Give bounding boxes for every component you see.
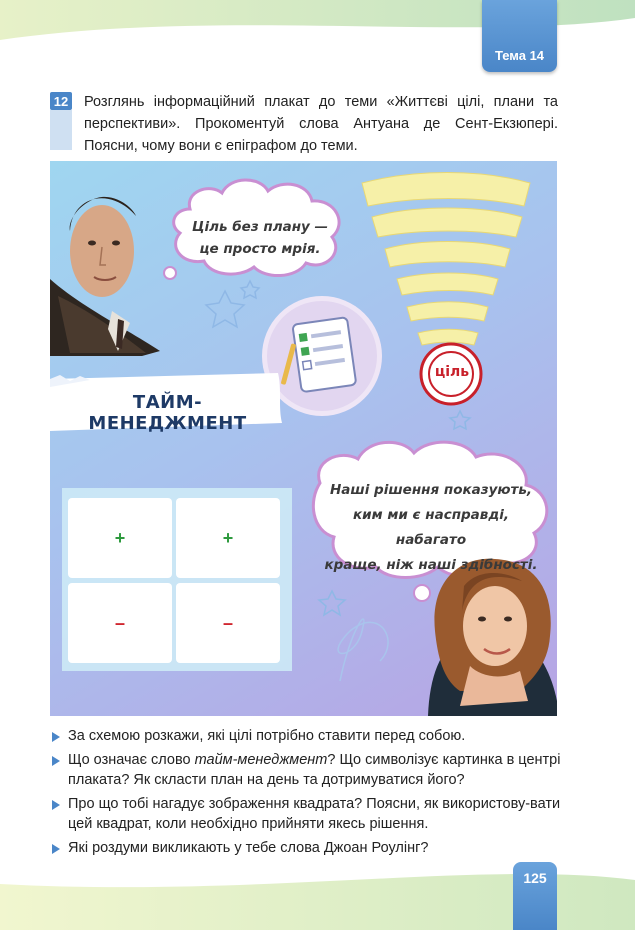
question-item-2: Що означає слово тайм-менеджмент? Що символізує картинка в центрі плаката? Як скласти план на день та дотримуватися його? [52,750,562,790]
quote-saint-exupery [185,216,335,260]
question-list [52,726,562,862]
bullet-triangle-icon [52,732,60,742]
square-cell-plus-2: + [176,498,280,578]
question-item-1: За схемою розкажи, які цілі потрібно ставити перед собою. [52,726,562,746]
question-item-4: Які роздуми викликають у тебе слова Джоан Роулінг? [52,838,562,858]
cloud-2-tail [414,585,430,601]
time-management-label: ТАЙМ-МЕНЕДЖМЕНТ [88,392,247,434]
page-number: 125 [523,870,547,886]
bullet-triangle-icon [52,800,60,810]
square-cell-minus-1: – [68,583,172,663]
topic-tab [482,0,557,72]
topic-label: Тема 14 [494,48,545,63]
term-time-management: тайм-менеджмент [194,752,328,768]
task-number: 12 [50,92,72,110]
task-number-bar [50,110,72,150]
goal-label: ціль [434,364,470,380]
cloud-1-tail [164,267,176,279]
bullet-triangle-icon [52,844,60,854]
quote-2-line-3: краще, ніж наші здібності. [324,557,538,573]
info-poster [50,161,557,716]
saint-exupery-portrait [50,197,160,356]
bullet-triangle-icon [52,756,60,766]
quote-rowling [316,478,546,578]
quote-1-line-1: Ціль без плану — [191,219,329,235]
square-cell-plus-1: + [68,498,172,578]
question-item-3: Про що тобі нагадує зображення квадрата? Поясни, як використову-вати цей квадрат, коли необхідно прийняти якесь рішення. [52,794,562,834]
task-text: Розглянь інформаційний плакат до теми «Життєві цілі, плани та перспективи». Прокоментуй слова Антуана де Сент-Екзюпері. Поясни, чому вони є епіграфом до теми. [84,94,558,154]
page-number-tab [513,862,557,930]
quote-2-line-1: Наші рішення показують, [329,482,532,498]
quote-2-line-2: ким ми є насправді, набагато [353,507,509,548]
square-cell-minus-2: – [176,583,280,663]
swirl-doodle-icon [338,619,388,681]
quote-1-line-2: це просто мрія. [199,241,321,257]
rowling-portrait [428,559,557,716]
